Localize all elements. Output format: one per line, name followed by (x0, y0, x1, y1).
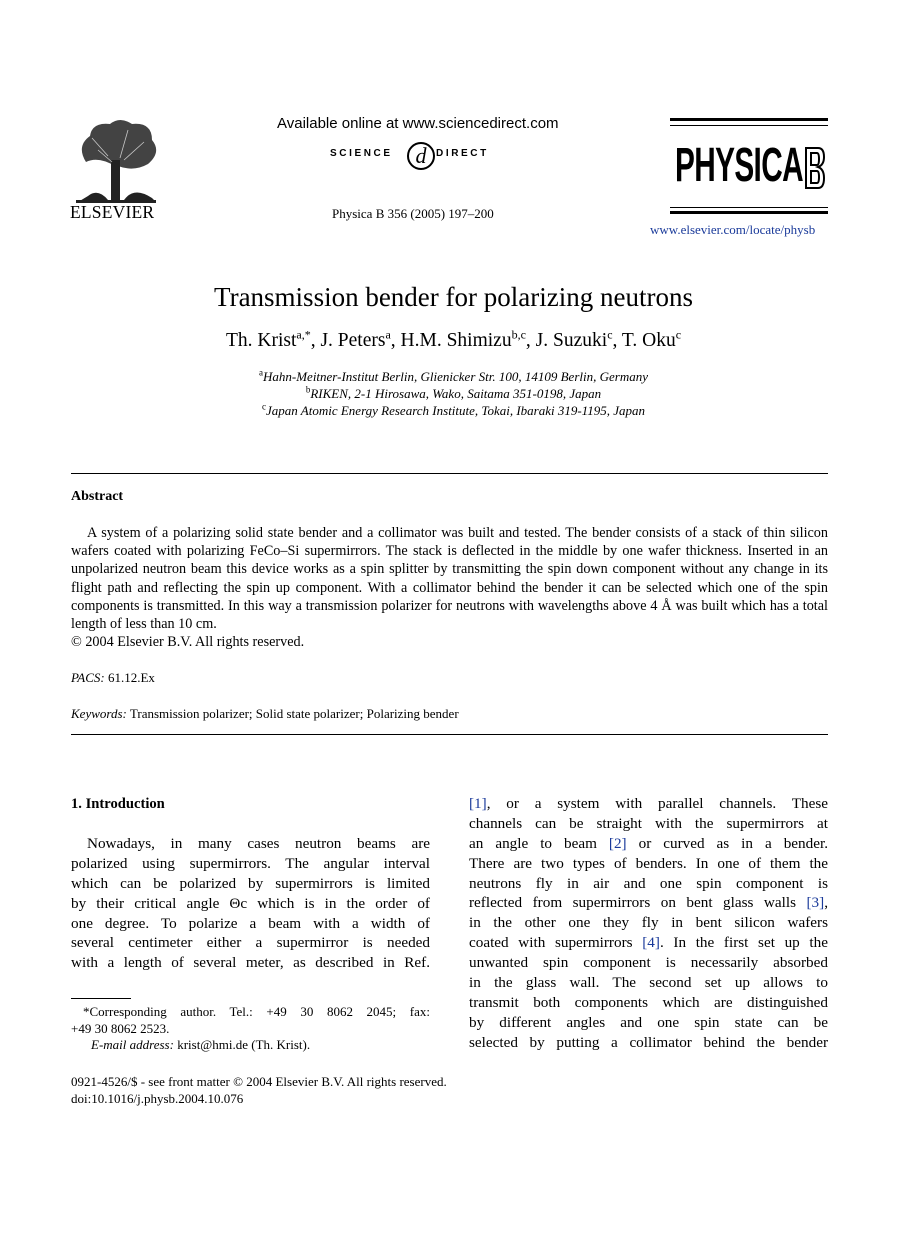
affiliation-text: Hahn-Meitner-Institut Berlin, Glienicker Str. 100, 14109 Berlin, Germany (263, 369, 648, 384)
text-line: one degree. To polarize a beam with a width of (71, 914, 430, 932)
keywords-label: Keywords: (71, 706, 127, 721)
svg-text:d: d (415, 143, 427, 168)
author-name[interactable]: Th. Krist (225, 330, 297, 351)
text-line: unwanted spin component is necessarily absorbed (469, 954, 828, 972)
text-line (469, 893, 828, 913)
keywords-line (71, 706, 459, 722)
text-line: Nowadays, in many cases neutron beams are (87, 835, 430, 852)
journal-logo-rule-top (670, 118, 828, 121)
text-fragment: coated with supermirrors (469, 934, 643, 952)
abstract-body (71, 524, 828, 633)
author-separator: , (310, 330, 321, 351)
keywords-value: Transmission polarizer; Solid state polarizer; Polarizing bender (126, 706, 459, 721)
text-line (469, 933, 828, 953)
abstract-copyright: © 2004 Elsevier B.V. All rights reserved. (71, 634, 305, 650)
text-fragment: an angle to beam (469, 834, 609, 852)
author-name[interactable]: J. Suzuki (535, 330, 608, 351)
section-heading-introduction: 1. Introduction (71, 796, 165, 812)
author-affiliation-marker: c (675, 327, 682, 342)
journal-logo-b-icon (804, 146, 826, 190)
author-name[interactable]: J. Peters (320, 330, 386, 351)
abstract-heading: Abstract (71, 489, 124, 504)
affiliation-a (0, 369, 907, 385)
footnote-rule (71, 998, 131, 999)
author-affiliation-marker: b,c (511, 327, 526, 342)
author-list (0, 327, 907, 352)
front-matter-line: 0921-4526/$ - see front matter © 2004 Elsevier B.V. All rights reserved. (71, 1074, 447, 1089)
pacs-line (71, 670, 155, 686)
text-line: several centimeter either a supermirror is needed (71, 934, 430, 952)
text-fragment: reflected from supermirrors on bent glass walls (469, 894, 807, 912)
journal-logo-rule-bottom (670, 211, 828, 214)
affiliation-c (0, 403, 907, 419)
footnote (71, 1004, 430, 1054)
text-line: transmit both components which are distinguished (469, 993, 828, 1011)
author-name[interactable]: H.M. Shimizu (400, 330, 512, 351)
author-affiliation-marker: a,* (296, 327, 311, 342)
author-name[interactable]: T. Oku (621, 330, 676, 351)
text-line: by different angles and one spin state can be (469, 1013, 828, 1031)
abstract-top-rule (71, 473, 828, 474)
affiliation-b (0, 386, 907, 402)
text-line: polarized using supermirrors. The angular interval (71, 854, 430, 872)
text-line (469, 794, 828, 814)
footnote-email-line (71, 1037, 430, 1054)
column-right-text (469, 794, 828, 1053)
journal-logo-rule-top-thin (670, 125, 828, 126)
publisher-name: ELSEVIER (70, 202, 155, 222)
citation-link[interactable]: [4] (642, 934, 660, 952)
affiliation-marker: a (259, 367, 263, 378)
affiliation-text: Japan Atomic Energy Research Institute, Tokai, Ibaraki 319-1195, Japan (266, 403, 645, 418)
text-line: selected by putting a collimator behind the bender (469, 1033, 828, 1051)
text-fragment: . In the first set up the (659, 934, 828, 952)
affiliation-text: RIKEN, 2-1 Hirosawa, Wako, Saitama 351-0198, Japan (310, 386, 602, 401)
sciencedirect-logo-left: SCIENCE (330, 148, 393, 159)
email-label: E-mail address: (91, 1037, 174, 1052)
journal-url-link[interactable]: www.elsevier.com/locate/physb (650, 222, 816, 237)
article-title: Transmission bender for polarizing neutrons (214, 282, 693, 312)
text-line: by their critical angle Θc which is in the order of (71, 894, 430, 912)
text-line: which can be polarized by supermirrors is limited (71, 874, 430, 892)
email-value[interactable]: krist@hmi.de (Th. Krist). (173, 1037, 311, 1052)
text-line: neutrons fly in air and one spin component is (469, 874, 828, 892)
citation-link[interactable]: [3] (806, 894, 825, 912)
text-line: in the other one they fly in bent silicon wafers (469, 914, 828, 932)
text-fragment: or curved as in a bender. (626, 834, 828, 852)
author-separator: , (612, 330, 622, 351)
sciencedirect-logo-right: DIRECT (436, 148, 489, 159)
text-fragment: , or a system with parallel channels. These (486, 795, 828, 812)
author-separator: , (390, 330, 401, 351)
doi-line[interactable]: doi:10.1016/j.physb.2004.10.076 (71, 1091, 244, 1106)
abstract-text: A system of a polarizing solid state bender and a collimator was built and tested. The bender consists of a stack of thin silicon wafers coated with polarizing FeCo–Si supermirrors. The stack is deflected in the middle by one wafer thickness. Inserted in an unpolarized neutron beam this device works as a spin splitter by transmitting the spin down component without any change in its flight path and reflecting the spin up component. With a collimator behind the bender it can be selected which one of the spin components is transmitted. In this way a transmission polarizer for neutrons with wavelengths above 4 Å was built which has a total length of less than 10 cm. (71, 525, 828, 633)
footnote-line: +49 30 8062 2523. (71, 1020, 170, 1036)
abstract-bottom-rule (71, 734, 828, 735)
text-line: There are two types of benders. In one of them the (469, 854, 828, 872)
text-line (469, 834, 828, 854)
pacs-value: 61.12.Ex (104, 670, 155, 685)
citation-link[interactable]: [1] (469, 795, 487, 812)
pacs-label: PACS: (71, 670, 105, 685)
text-line: with a length of several meter, as described in Ref. (71, 954, 430, 972)
column-left-text (71, 834, 430, 973)
journal-logo-text: PHYSICA (675, 139, 803, 192)
sciencedirect-at-icon (405, 138, 437, 174)
journal-logo-rule-bottom-thin (670, 207, 828, 208)
author-affiliation-marker: a (385, 327, 391, 342)
affiliation-marker: c (262, 401, 266, 412)
journal-reference: Physica B 356 (2005) 197–200 (332, 206, 494, 221)
footnote-line: *Corresponding author. Tel.: +49 30 8062 2045; fax: (83, 1004, 430, 1019)
sciencedirect-logo (330, 138, 510, 174)
author-affiliation-marker: c (607, 327, 613, 342)
available-online-text: Available online at www.sciencedirect.com (277, 115, 559, 132)
text-line: channels can be straight with the supermirrors at (469, 814, 828, 832)
text-fragment: , (824, 894, 828, 912)
author-separator: , (525, 330, 536, 351)
text-line: in the glass wall. The second set up allows to (469, 974, 828, 992)
affiliation-marker: b (305, 384, 311, 395)
citation-link[interactable]: [2] (608, 834, 627, 852)
